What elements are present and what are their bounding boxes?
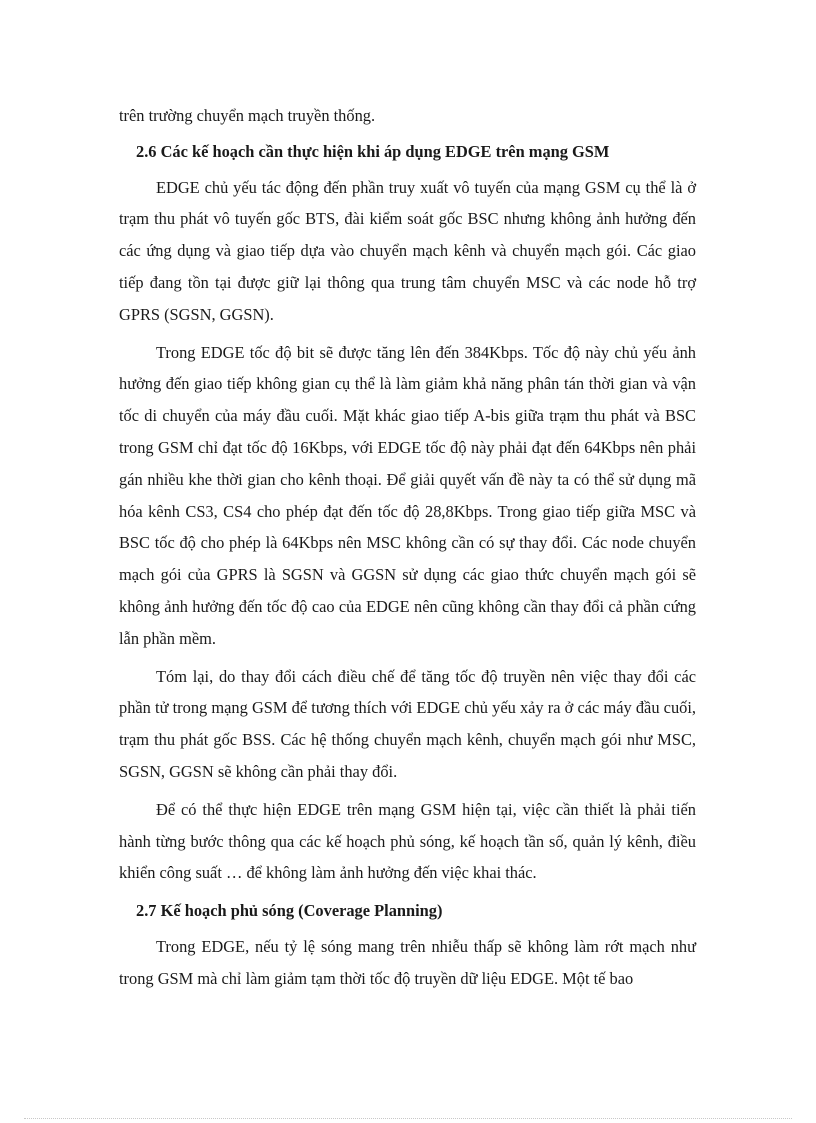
section-2-7-paragraph-1: Trong EDGE, nếu tỷ lệ sóng mang trên nhiễu thấp sẽ không làm rớt mạch như trong GSM mà chỉ làm giảm tạm thời tốc độ truyền dữ liệu EDGE. Một tế bao [119,936,696,988]
section-2-6-paragraph-3: Tóm lại, do thay đổi cách điều chế để tăng tốc độ truyền nên việc thay đổi các phần tử trong mạng GSM để tương thích với EDGE chủ yếu xảy ra ở các máy đầu cuối, trạm thu phát gốc BSS. Các hệ thống chuyển mạch kênh, chuyển mạch gói như MSC, SGSN, GGSN sẽ không cần phải thay đổi. [119,666,696,781]
section-2-7-heading: 2.7 Kế hoạch phủ sóng (Coverage Planning) [136,901,443,921]
section-2-6-paragraph-4: Để có thể thực hiện EDGE trên mạng GSM hiện tại, việc cần thiết là phải tiến hành từng bước thông qua các kế hoạch phủ sóng, kế hoạch tần số, quản lý kênh, điều khiển công suất … để không làm ảnh hưởng đến việc khai thác. [119,799,696,883]
section-2-6-heading: 2.6 Các kế hoạch cần thực hiện khi áp dụng EDGE trên mạng GSM [136,141,610,161]
section-2-6-paragraph-2: Trong EDGE tốc độ bit sẽ được tăng lên đến 384Kbps. Tốc độ này chủ yếu ảnh hưởng đến giao tiếp không gian cụ thể là làm giảm khả năng phân tán thời gian và vận tốc di chuyển của máy đầu cuối. Mặt khác giao tiếp A-bis giữa trạm thu phát và BSC trong GSM chỉ đạt tốc độ 16Kbps, với EDGE tốc độ này phải đạt đến 64Kbps nên phải gán nhiều khe thời gian cho kênh thoại. Để giải quyết vấn đề này ta có thể sử dụng mã hóa kênh CS3, CS4 cho phép đạt đến tốc độ 28,8Kbps. Trong giao tiếp giữa MSC và BSC tốc độ cho phép là 64Kbps nên MSC không cần có sự thay đổi. Các node chuyển mạch gói của GPRS là SGSN và GGSN sử dụng các giao thức chuyển mạch gói sẽ không ảnh hưởng đến tốc độ cao của EDGE nên cũng không cần thay đổi cả phần cứng lẫn phần mềm. [119,342,696,648]
page-bottom-divider [24,1118,792,1119]
intro-line: trên trường chuyển mạch truyền thống. [119,106,376,125]
document-body [119,100,696,1001]
section-2-6-paragraph-1: EDGE chủ yếu tác động đến phần truy xuất vô tuyến của mạng GSM cụ thể là ở trạm thu phát vô tuyến gốc BTS, đài kiểm soát gốc BSC nhưng không ảnh hưởng đến các ứng dụng và giao tiếp dựa vào chuyển mạch kênh và chuyển mạch gói. Các giao tiếp đang tồn tại được giữ lại thông qua trung tâm chuyển MSC và các node hỗ trợ GPRS (SGSN, GGSN). [119,177,696,324]
